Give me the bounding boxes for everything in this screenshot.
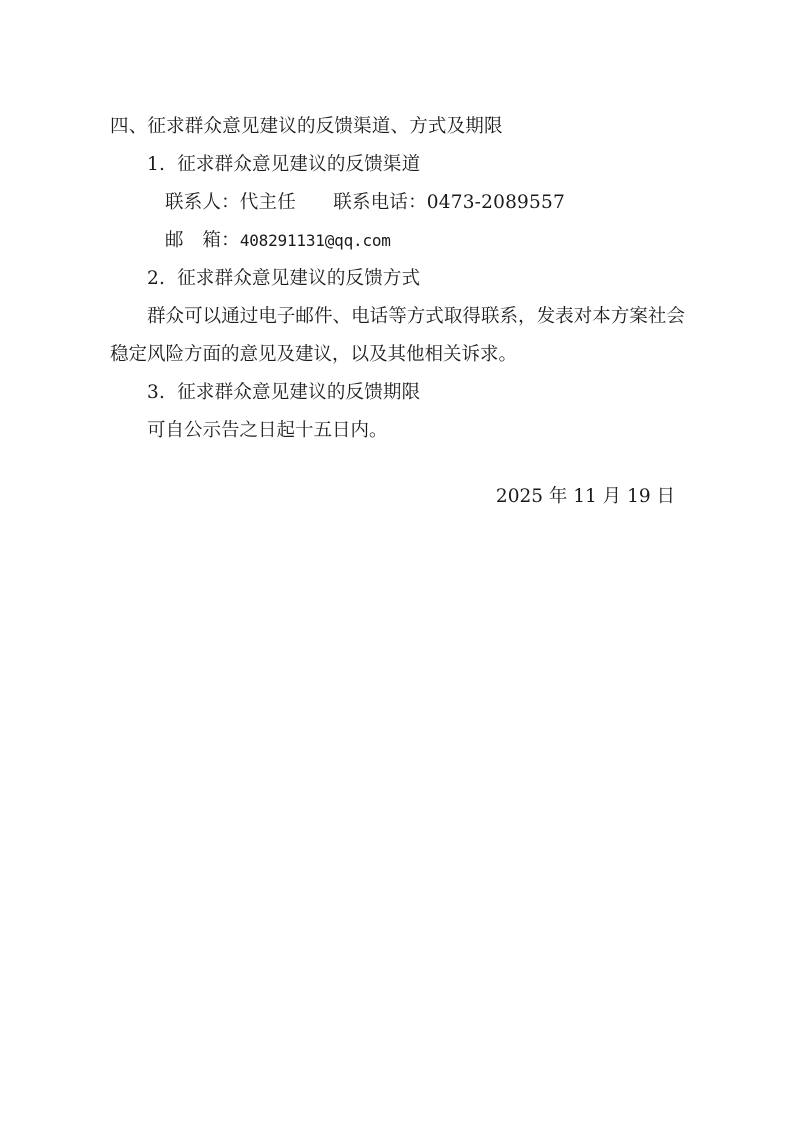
contact-person-line: 联系人：代主任 联系电话：0473-2089557: [165, 192, 565, 213]
item-3-heading: [110, 374, 685, 412]
document-body: [110, 108, 685, 450]
item-3-paragraph: 可自公示告之日起十五日内。: [147, 420, 388, 441]
email-line: [110, 222, 685, 260]
item-1-heading: [110, 146, 685, 184]
item-2-title: 征求群众意见建议的反馈方式: [177, 268, 421, 289]
email-value: 408291131@qq.com: [239, 231, 391, 250]
item-2-heading: [110, 260, 685, 298]
item-1-number: 1.: [147, 154, 166, 175]
item-3-title: 征求群众意见建议的反馈期限: [177, 382, 421, 403]
item-2-number: 2.: [147, 268, 166, 289]
item-1-title: 征求群众意见建议的反馈渠道: [177, 154, 421, 175]
email-label: 邮 箱：: [165, 230, 240, 251]
item-2-paragraph: 群众可以通过电子邮件、电话等方式取得联系，发表对本方案社会稳定风险方面的意见及建议，以及其他相关诉求。: [110, 306, 685, 365]
document-date: 2025 年 11 月 19 日: [495, 486, 675, 507]
section-heading: 四、征求群众意见建议的反馈渠道、方式及期限: [110, 116, 503, 137]
item-3-number: 3.: [147, 382, 166, 403]
